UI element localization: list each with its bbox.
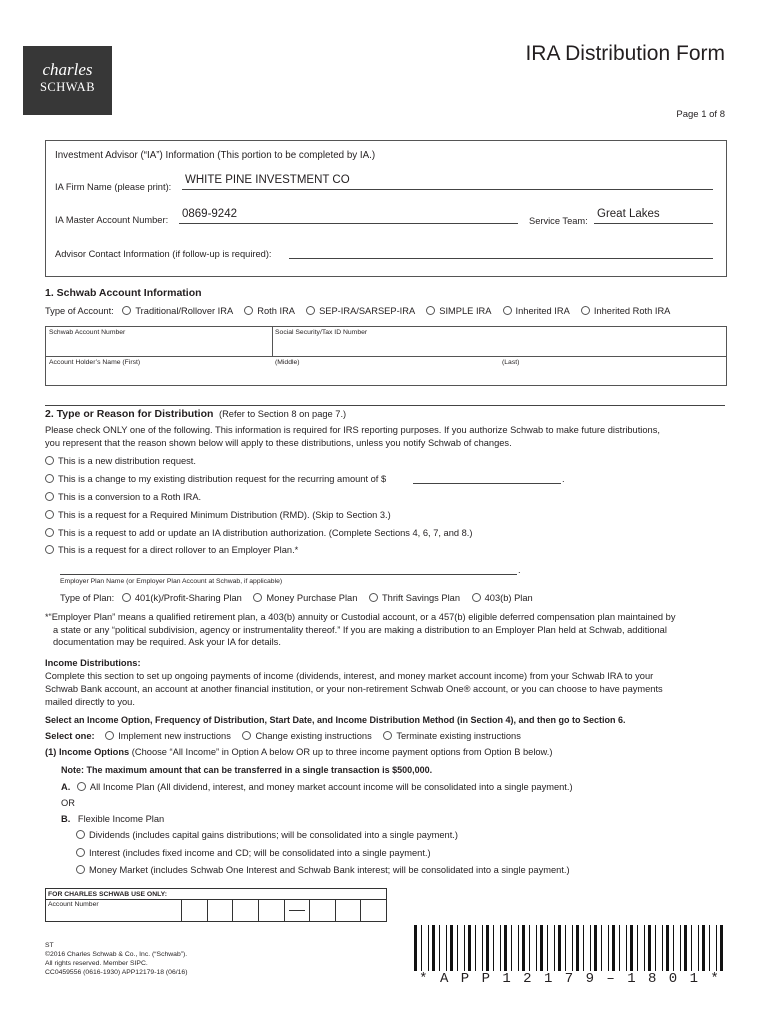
footer-code: CC0459556 (0616-1930) APP12179-18 (06/16) <box>45 969 188 976</box>
option-a-row <box>61 782 573 792</box>
schwab-account-number-field[interactable]: Schwab Account Number <box>49 329 126 336</box>
radio-implement[interactable]: Implement new instructions <box>105 731 231 741</box>
radio-circle-icon <box>122 593 131 602</box>
option-a-label: A. <box>61 782 71 792</box>
service-team-label: Service Team: <box>529 216 588 226</box>
radio-circle-icon <box>426 306 435 315</box>
period-mark: . <box>562 474 565 484</box>
reason-option-rmd[interactable]: This is a request for a Required Minimum Distribution (RMD). (Skip to Section 3.) <box>45 510 391 520</box>
ia-master-line <box>179 223 518 224</box>
checkbox-money-market[interactable]: Money Market (includes Schwab One Interest and Schwab Bank interest; will be consolidated into a single payment.) <box>76 865 570 875</box>
service-team-field[interactable]: Great Lakes <box>597 208 660 220</box>
employer-plan-footnote1: *“Employer Plan” means a qualified retirement plan, a 403(b) annuity or Custodial account, or a 457(b) eligible deferred compensation plan maintained by <box>45 612 676 622</box>
logo-line1: charles <box>42 60 93 79</box>
radio-circle-icon <box>77 782 86 791</box>
radio-circle-icon <box>503 306 512 315</box>
radio-roth[interactable]: Roth IRA <box>244 306 294 316</box>
option-b-label: B. <box>61 814 71 824</box>
schwab-logo <box>23 46 112 115</box>
reason-option-ia-auth[interactable]: This is a request to add or update an IA distribution authorization. (Complete Sections 4, 6, 7, and 8.) <box>45 528 472 538</box>
section2-intro1: Please check ONLY one of the following. This information is required for IRS reporting purposes. If you authorize Schwab to make future distributions, <box>45 425 660 435</box>
radio-circle-icon <box>45 510 54 519</box>
use-only-label: FOR CHARLES SCHWAB USE ONLY: <box>48 891 167 898</box>
reason-option-new[interactable]: This is a new distribution request. <box>45 456 196 466</box>
select-instructions: Select an Income Option, Frequency of Distribution, Start Date, and Income Distribution Method (in Section 4), and then go to Section 6. <box>45 715 626 725</box>
radio-circle-icon <box>253 593 262 602</box>
page-number: Page 1 of 8 <box>676 109 725 120</box>
ia-master-field[interactable]: 0869-9242 <box>182 208 237 220</box>
account-number-boxes[interactable] <box>181 899 386 921</box>
income-options-note: (Choose “All Income” in Option A below OR up to three income payment options from Option B below.) <box>131 747 553 757</box>
first-name-field[interactable]: Account Holder’s Name (First) <box>49 359 141 366</box>
advisor-contact-label: Advisor Contact Information (if follow-up is required): <box>55 249 272 259</box>
employer-plan-name-field[interactable] <box>60 574 517 575</box>
reason-option-rollover[interactable]: This is a request for a direct rollover to an Employer Plan.* <box>45 545 298 555</box>
ia-info-box <box>45 140 727 277</box>
period-mark: . <box>518 565 521 575</box>
section2-intro2: you represent that the reason shown below will apply to these distributions, unless you notify Schwab of changes. <box>45 438 512 448</box>
plan-type-label: Type of Plan: <box>60 593 115 603</box>
checkbox-interest[interactable]: Interest (includes fixed income and CD; will be consolidated into a single payment.) <box>76 848 431 858</box>
radio-circle-icon <box>105 731 114 740</box>
radio-sep[interactable]: SEP-IRA/SARSEP-IRA <box>306 306 415 316</box>
radio-circle-icon <box>244 306 253 315</box>
plan-type-row <box>60 593 533 603</box>
section2-rule <box>45 405 725 406</box>
employer-plan-label: Employer Plan Name (or Employer Plan Account at Schwab, if applicable) <box>60 578 283 585</box>
or-label: OR <box>61 798 75 808</box>
footer-st: ST <box>45 942 54 949</box>
radio-circle-icon <box>472 593 481 602</box>
radio-circle-icon <box>242 731 251 740</box>
employer-plan-footnote2: a state or any “political subdivision, agency or instrumentality thereof.” If you are making a distribution to an Employer Plan held at Schwab, additional <box>53 625 667 635</box>
ia-firm-label: IA Firm Name (please print): <box>55 182 172 192</box>
radio-inherited-roth[interactable]: Inherited Roth IRA <box>581 306 670 316</box>
radio-thrift[interactable]: Thrift Savings Plan <box>369 593 460 603</box>
flexible-income-label: Flexible Income Plan <box>77 814 165 824</box>
radio-terminate[interactable]: Terminate existing instructions <box>383 731 521 741</box>
radio-traditional[interactable]: Traditional/Rollover IRA <box>122 306 232 316</box>
section2-note: (Refer to Section 8 on page 7.) <box>219 409 347 419</box>
section2-heading: 2. Type or Reason for Distribution <box>45 408 214 420</box>
radio-circle-icon <box>45 545 54 554</box>
footer-copyright: ©2016 Charles Schwab & Co., Inc. (“Schwab”). <box>45 951 188 958</box>
schwab-use-only-box <box>45 888 387 922</box>
radio-simple[interactable]: SIMPLE IRA <box>426 306 491 316</box>
grid-divider <box>272 327 273 356</box>
logo-line2: SCHWAB <box>39 80 96 94</box>
footer-rights: All rights reserved. Member SIPC. <box>45 960 148 967</box>
income-options-row <box>45 747 552 757</box>
ssn-field[interactable]: Social Security/Tax ID Number <box>275 329 368 336</box>
income-heading: Income Distributions: <box>45 658 141 668</box>
radio-change[interactable]: Change existing instructions <box>242 731 371 741</box>
radio-circle-icon <box>45 474 54 483</box>
radio-money-purchase[interactable]: Money Purchase Plan <box>253 593 357 603</box>
account-type-row <box>45 306 670 316</box>
ia-heading: Investment Advisor (“IA”) Information (This portion to be completed by IA.) <box>55 150 376 161</box>
income-text1: Complete this section to set up ongoing payments of income (dividends, interest, and money market account income) from your Schwab IRA to your <box>45 671 654 681</box>
account-info-grid <box>45 326 727 386</box>
barcode-text: * A P P 1 2 1 7 9 – 1 8 0 1 * <box>419 971 721 987</box>
radio-circle-icon <box>581 306 590 315</box>
radio-circle-icon <box>369 593 378 602</box>
radio-circle-icon <box>306 306 315 315</box>
barcode <box>414 925 726 971</box>
section2-heading-row <box>45 408 346 420</box>
ia-master-label: IA Master Account Number: <box>55 215 169 225</box>
income-text2: Schwab Bank account, an account at another financial institution, or your non-retirement Schwab One® account, or you can choose to have payments <box>45 684 663 694</box>
radio-circle-icon <box>76 830 85 839</box>
option-b-row <box>61 814 164 824</box>
middle-name-field[interactable]: (Middle) <box>275 359 300 366</box>
advisor-contact-field[interactable] <box>289 258 713 259</box>
radio-circle-icon <box>45 528 54 537</box>
select-one-label: Select one: <box>45 731 95 741</box>
account-type-label: Type of Account: <box>45 306 114 316</box>
radio-circle-icon <box>45 492 54 501</box>
select-one-row <box>45 731 521 741</box>
radio-403b[interactable]: 403(b) Plan <box>472 593 533 603</box>
recurring-amount-field[interactable] <box>413 483 561 484</box>
grid-divider <box>46 356 726 357</box>
form-title: IRA Distribution Form <box>525 42 725 65</box>
radio-circle-icon <box>76 848 85 857</box>
radio-inherited[interactable]: Inherited IRA <box>503 306 570 316</box>
service-team-line <box>594 223 713 224</box>
ia-firm-field[interactable]: WHITE PINE INVESTMENT CO <box>185 174 350 186</box>
radio-circle-icon <box>122 306 131 315</box>
reason-option-conversion[interactable]: This is a conversion to a Roth IRA. <box>45 492 201 502</box>
employer-plan-footnote3: documentation may be required. Ask your IA for details. <box>53 637 281 647</box>
radio-circle-icon <box>45 456 54 465</box>
radio-circle-icon <box>76 865 85 874</box>
income-options-label: (1) Income Options <box>45 747 130 757</box>
income-text3: mailed directly to you. <box>45 697 135 707</box>
account-number-label: Account Number <box>48 901 99 908</box>
checkbox-dividends[interactable]: Dividends (includes capital gains distributions; will be consolidated into a single payment.) <box>76 830 458 840</box>
barcode-bars <box>414 925 726 971</box>
last-name-field[interactable]: (Last) <box>502 359 520 366</box>
radio-circle-icon <box>383 731 392 740</box>
ia-firm-line <box>182 189 713 190</box>
radio-401k[interactable]: 401(k)/Profit-Sharing Plan <box>122 593 242 603</box>
section1-heading: 1. Schwab Account Information <box>45 287 202 299</box>
reason-option-change[interactable]: This is a change to my existing distribution request for the recurring amount of $ <box>45 474 386 484</box>
radio-all-income[interactable]: All Income Plan (All dividend, interest, and money market account income will be consolidated into a single payment.) <box>77 782 573 792</box>
max-amount-note: Note: The maximum amount that can be transferred in a single transaction is $500,000. <box>61 765 433 775</box>
